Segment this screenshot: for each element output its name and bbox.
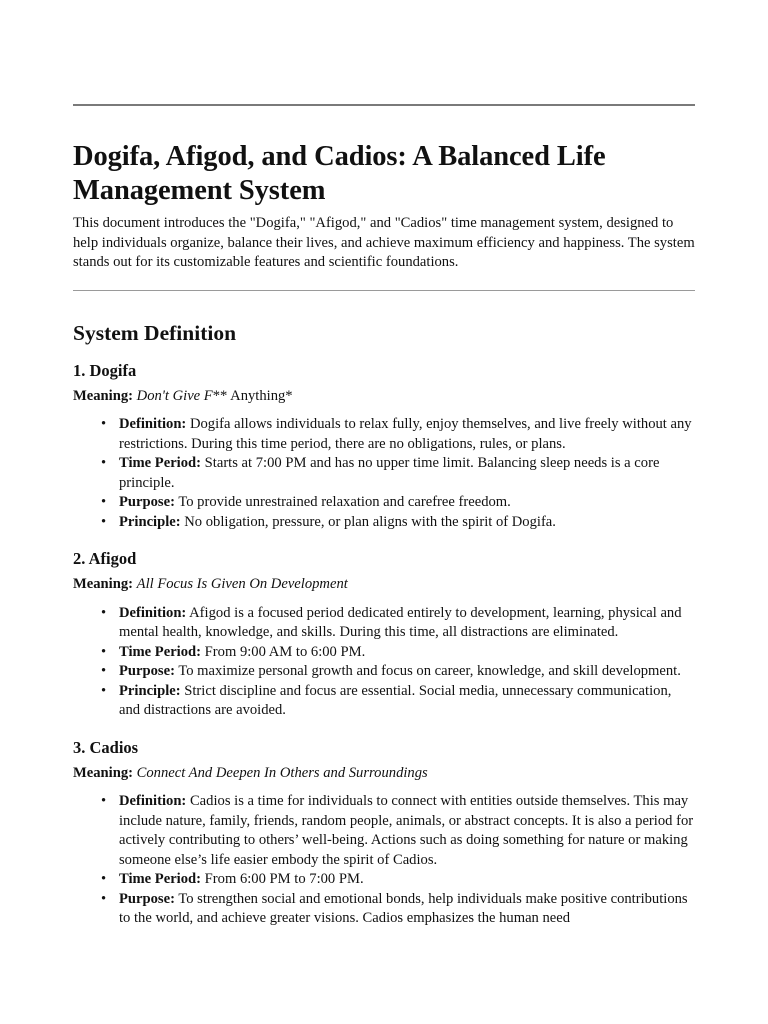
item-text: Starts at 7:00 PM and has no upper time limit. Balancing sleep needs is a core principle.: [119, 455, 660, 491]
item-label: Definition:: [119, 793, 187, 809]
meaning-text: Don't Give F: [136, 387, 213, 404]
bullet-icon: •: [101, 604, 107, 621]
item-text: Strict discipline and focus are essential. Social media, unnecessary communication, and distractions are avoided.: [119, 682, 672, 718]
list-item: [101, 415, 695, 454]
item-label: Purpose:: [119, 663, 175, 679]
meaning-text: Connect And Deepen In Others and Surroundings: [136, 764, 428, 781]
item-text: Dogifa allows individuals to relax fully, enjoy themselves, and live freely without any restrictions. During this time period, there are no obligations, rules, or plans.: [119, 416, 692, 452]
concept-list-cadios: [73, 792, 695, 929]
item-text: No obligation, pressure, or plan aligns with the spirit of Dogifa.: [184, 513, 556, 530]
meaning-label: Meaning:: [73, 576, 133, 592]
top-divider: [73, 104, 695, 106]
item-label: Principle:: [119, 513, 181, 530]
item-text: Afigod is a focused period dedicated entirely to development, learning, physical and mental health, knowledge, and skills. During this time, all distractions are eliminated.: [119, 604, 682, 640]
list-item: [101, 513, 695, 533]
list-item: [101, 493, 695, 513]
bullet-icon: •: [101, 663, 107, 679]
intro-paragraph: This document introduces the "Dogifa," "Afigod," and "Cadios" time management system, designed to help individuals organize, balance their lives, and achieve maximum efficiency and happiness. The system stands out for its customizable features and scientific foundations.: [73, 215, 695, 270]
concept-heading-cadios: 3. Cadios: [73, 737, 139, 757]
bullet-icon: •: [101, 455, 107, 471]
item-text: To provide unrestrained relaxation and carefree freedom.: [178, 494, 511, 510]
item-text: From 9:00 AM to 6:00 PM.: [204, 643, 366, 660]
item-label: Purpose:: [119, 890, 175, 907]
list-item: [101, 662, 695, 682]
item-label: Time Period:: [119, 455, 202, 471]
item-text: From 6:00 PM to 7:00 PM.: [204, 871, 364, 887]
list-item: [101, 643, 695, 663]
item-label: Definition:: [119, 604, 187, 621]
item-label: Purpose:: [119, 494, 175, 510]
meaning-line-dogifa: [73, 387, 695, 407]
item-label: Definition:: [119, 416, 187, 432]
item-label: Principle:: [119, 682, 181, 699]
list-item: [101, 792, 695, 870]
item-text: To maximize personal growth and focus on career, knowledge, and skill development.: [178, 663, 681, 679]
meaning-line-afigod: [73, 575, 695, 595]
list-item: [101, 682, 695, 721]
concept-list-dogifa: [73, 415, 695, 532]
document-title: Dogifa, Afigod, and Cadios: A Balanced Life Management System: [73, 141, 606, 206]
bullet-icon: •: [101, 793, 107, 809]
concept-heading-dogifa: 1. Dogifa: [73, 360, 137, 380]
bullet-icon: •: [101, 871, 107, 887]
list-item: [101, 454, 695, 493]
item-text: Cadios is a time for individuals to connect with entities outside themselves. This may include nature, family, friends, random people, animals, or abstract concepts. It is also a period for actively contributing to others’ well-being. Actions such as doing something for nature or making someone else’s life easier embody the spirit of Cadios.: [119, 793, 694, 868]
list-item: [101, 890, 695, 929]
concept-list-afigod: [73, 604, 695, 721]
item-label: Time Period:: [119, 871, 202, 887]
bullet-icon: •: [101, 513, 107, 530]
concept-heading-afigod: 2. Afigod: [73, 549, 137, 568]
list-item: [101, 604, 695, 643]
meaning-label: Meaning:: [73, 387, 133, 404]
item-text: To strengthen social and emotional bonds, help individuals make positive contributions to the world, and achieve greater visions. Cadios emphasizes the human need: [119, 890, 688, 926]
bullet-icon: •: [101, 890, 107, 907]
section-divider: [73, 290, 695, 291]
document-page: [73, 0, 695, 929]
list-item: [101, 870, 695, 890]
meaning-line-cadios: [73, 764, 695, 784]
section-heading: System Definition: [73, 320, 237, 345]
bullet-icon: •: [101, 416, 107, 432]
meaning-label: Meaning:: [73, 764, 133, 781]
bullet-icon: •: [101, 494, 107, 510]
bullet-icon: •: [101, 643, 107, 660]
meaning-text: All Focus Is Given On Development: [136, 576, 348, 592]
bullet-icon: •: [101, 682, 107, 699]
meaning-tail: ** Anything*: [212, 387, 293, 404]
item-label: Time Period:: [119, 643, 202, 660]
